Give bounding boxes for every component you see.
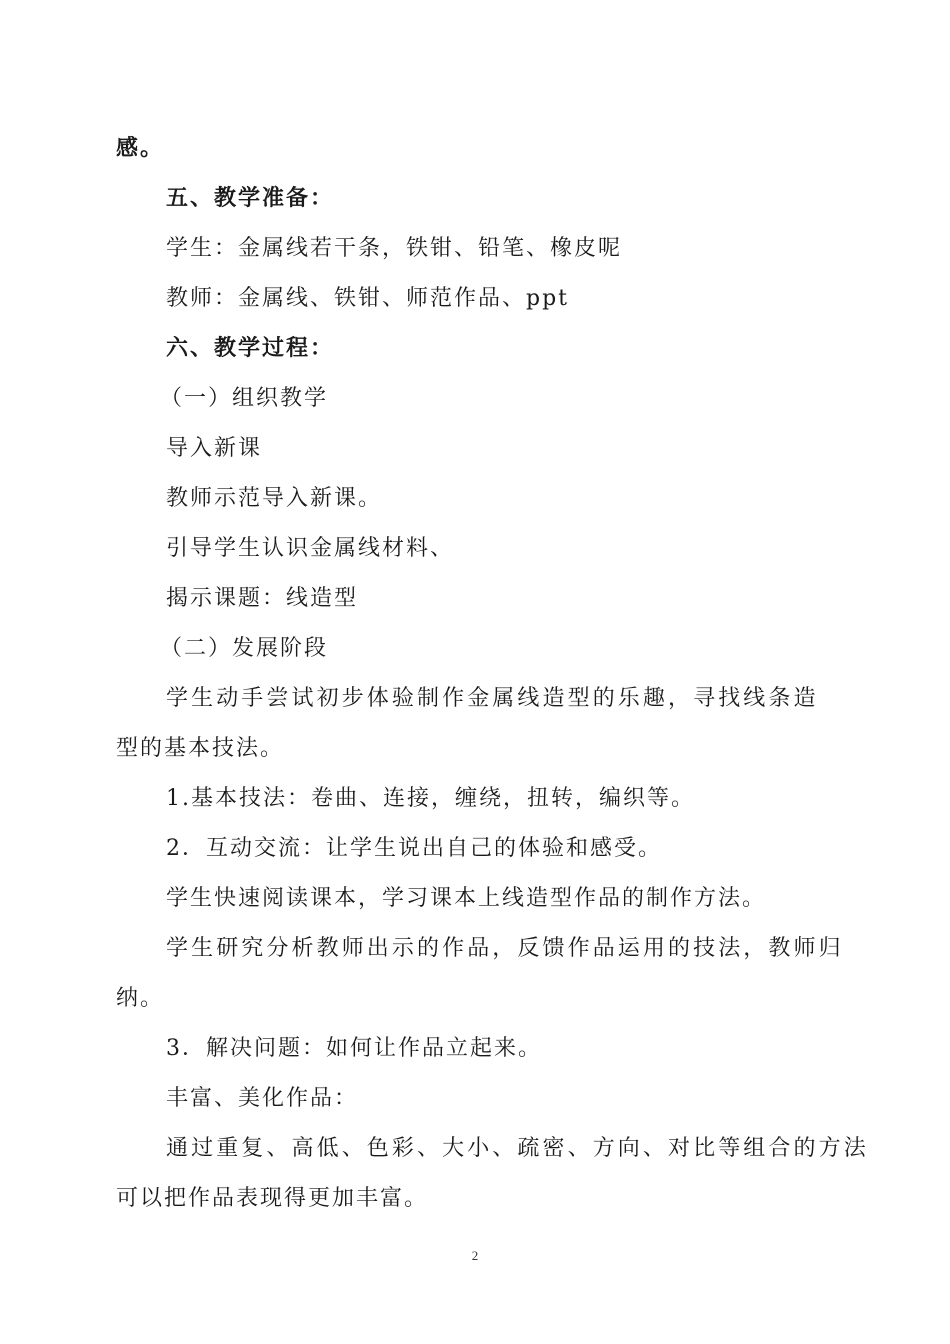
teacher-materials: 教师：金属线、铁钳、师范作品、ppt <box>166 286 570 311</box>
paragraph-continuation: 感。 <box>116 136 165 161</box>
list-item-techniques: 1.基本技法：卷曲、连接，缠绕，扭转，编织等。 <box>166 786 695 811</box>
list-item-exchange: 2．互动交流：让学生说出自己的体验和感受。 <box>166 836 662 861</box>
text-line: 可以把作品表现得更加丰富。 <box>116 1186 429 1211</box>
text-line: 丰富、美化作品： <box>166 1086 359 1111</box>
section-heading-process: 六、教学过程： <box>166 336 335 361</box>
subsection-development: （二）发展阶段 <box>160 636 329 661</box>
text-line: 通过重复、高低、色彩、大小、疏密、方向、对比等组合的方法 <box>166 1136 869 1161</box>
text-line: 学生动手尝试初步体验制作金属线造型的乐趣，寻找线条造 <box>166 686 819 711</box>
subsection-organize: （一）组织教学 <box>160 386 329 411</box>
text-line: 导入新课 <box>166 436 263 461</box>
text-line: 纳。 <box>116 986 165 1011</box>
page-number: 2 <box>471 1248 479 1263</box>
text-line: 型的基本技法。 <box>116 736 285 761</box>
text-line: 教师示范导入新课。 <box>166 486 383 511</box>
text-line: 学生快速阅读课本，学习课本上线造型作品的制作方法。 <box>166 886 767 911</box>
text-line: 引导学生认识金属线材料、 <box>166 536 455 561</box>
list-item-problem: 3．解决问题：如何让作品立起来。 <box>166 1036 542 1061</box>
student-materials: 学生：金属线若干条，铁钳、铅笔、橡皮呢 <box>166 236 623 261</box>
text-line: 学生研究分析教师出示的作品，反馈作品运用的技法，教师归 <box>166 936 844 961</box>
section-heading-preparation: 五、教学准备： <box>166 186 335 211</box>
text-line: 揭示课题：线造型 <box>166 586 359 611</box>
